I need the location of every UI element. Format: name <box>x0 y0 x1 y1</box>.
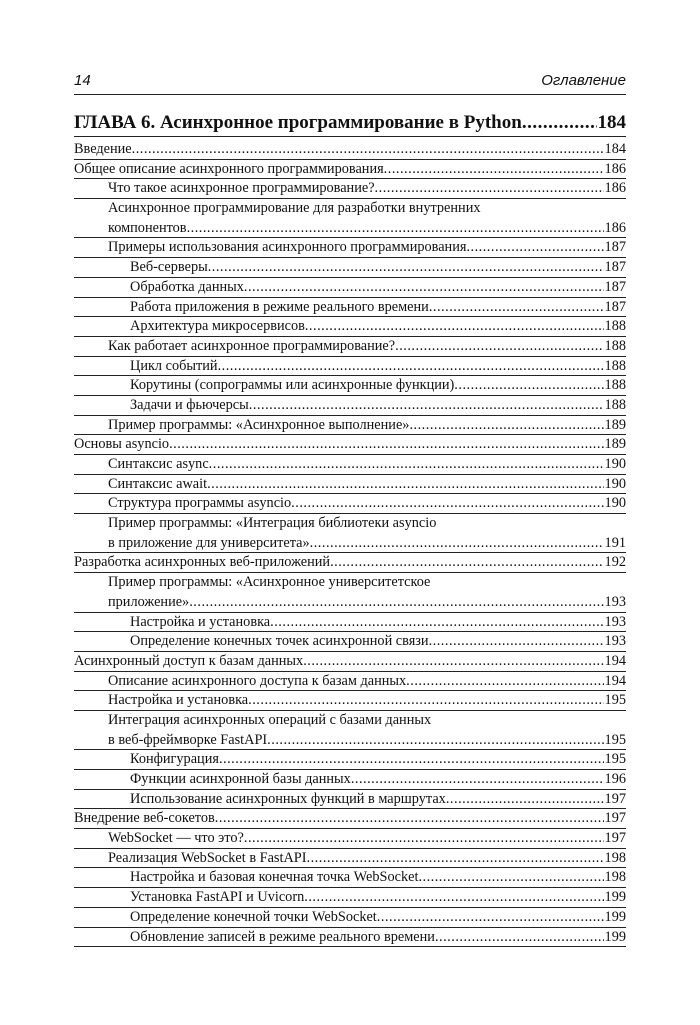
toc-entry-page: 199 <box>604 889 626 906</box>
leader-dots <box>435 928 604 948</box>
toc-entry-page: 193 <box>604 633 626 650</box>
toc-entry-title: Настройка и базовая конечная точка WebSocket <box>130 869 419 886</box>
toc-entry <box>74 475 626 495</box>
toc-entry-title: Разработка асинхронных веб-приложений <box>74 554 331 571</box>
toc-entry <box>74 160 626 180</box>
toc-entry-page: 193 <box>604 593 626 610</box>
toc-entry-page: 187 <box>604 239 626 256</box>
chapter-page: 184 <box>597 112 626 133</box>
leader-dots <box>304 888 603 908</box>
leader-dots <box>418 868 603 888</box>
toc-entry-title: Цикл событий <box>130 357 218 374</box>
toc-entry-title: Структура программы asyncio <box>108 495 292 512</box>
leader-dots <box>406 672 603 692</box>
toc-entry <box>74 770 626 790</box>
leader-dots <box>307 849 604 869</box>
running-header <box>74 70 626 95</box>
toc-entry-title: Настройка и установка <box>130 613 271 630</box>
leader-dots <box>351 770 604 790</box>
toc-entry <box>74 140 626 160</box>
toc-entry-title: Пример программы: «Асинхронное университетское <box>108 574 431 591</box>
toc-entry-page: 188 <box>604 396 626 413</box>
toc-entry-title: Установка FastAPI и Uvicorn <box>130 889 305 906</box>
toc-entry-page: 188 <box>604 337 626 354</box>
toc-entry <box>74 219 626 239</box>
leader-dots <box>249 396 604 416</box>
toc-entry <box>74 868 626 888</box>
toc-entry-title: Описание асинхронного доступа к базам данных <box>108 672 407 689</box>
toc-entry <box>74 494 626 514</box>
toc-entry <box>74 928 626 948</box>
toc-entry-title: Примеры использования асинхронного программирования <box>108 239 467 256</box>
toc-entry-title: Настройка и установка <box>108 692 249 709</box>
toc-entry-title: WebSocket — что это? <box>108 830 244 847</box>
leader-dots <box>454 376 603 396</box>
toc-entry-title: Синтаксис async <box>108 456 209 472</box>
toc-entry <box>74 711 626 731</box>
leader-dots <box>375 179 604 199</box>
leader-dots <box>132 140 604 160</box>
toc-entry <box>74 357 626 377</box>
toc-entry <box>74 809 626 829</box>
toc-entry <box>74 455 626 475</box>
toc-entry-page: 190 <box>604 456 626 472</box>
toc-entry-page: 188 <box>604 357 626 374</box>
toc-entry <box>74 790 626 810</box>
chapter-heading <box>74 112 626 137</box>
toc-entry-title: Основы asyncio <box>74 436 170 453</box>
leader-dots <box>244 278 604 298</box>
toc-entry-page: 194 <box>604 652 626 669</box>
toc-entry-title: Задачи и фьючерсы <box>130 396 249 413</box>
toc-entry <box>74 691 626 711</box>
page-number: 14 <box>74 72 91 89</box>
toc-entry-page: 186 <box>604 180 626 197</box>
toc-entry-page: 186 <box>604 219 626 236</box>
toc-entry-page: 194 <box>604 672 626 689</box>
toc-entry-page: 186 <box>604 160 626 177</box>
toc-entry <box>74 652 626 672</box>
toc-entry <box>74 888 626 908</box>
toc-entry-title: Введение <box>74 141 132 157</box>
toc-entry-page: 188 <box>604 318 626 335</box>
leader-dots <box>384 160 604 180</box>
toc-entry-page: 198 <box>604 849 626 866</box>
toc-entry <box>74 396 626 416</box>
toc-entry-page: 190 <box>604 495 626 512</box>
toc-entry-title: Пример программы: «Асинхронное выполнение» <box>108 416 410 433</box>
toc-entry-title: Общее описание асинхронного программирования <box>74 160 384 177</box>
toc-entry <box>74 278 626 298</box>
toc-entry-title: Веб-серверы <box>130 259 208 276</box>
toc-entry <box>74 376 626 396</box>
toc-entry <box>74 672 626 692</box>
toc-entry <box>74 573 626 593</box>
toc-entry-page: 195 <box>604 731 626 748</box>
toc-entry <box>74 908 626 928</box>
toc-entry <box>74 750 626 770</box>
toc-entry-title: Определение конечных точек асинхронной связи <box>130 633 429 650</box>
leader-dots <box>169 435 603 455</box>
leader-dots <box>310 534 604 554</box>
toc-entry-title: Пример программы: «Интеграция библиотеки asyncio <box>108 515 437 532</box>
leader-dots <box>377 908 604 928</box>
toc-entry-page: 199 <box>604 908 626 925</box>
toc-entry-page: 189 <box>604 436 626 453</box>
toc-entry-title: Определение конечной точки WebSocket <box>130 908 377 925</box>
leader-dots <box>409 416 603 436</box>
leader-dots <box>209 455 604 475</box>
toc-entry <box>74 514 626 534</box>
toc-entry-page: 197 <box>604 790 626 807</box>
toc-entry-title: Интеграция асинхронных операций с базами данных <box>108 711 432 728</box>
toc-entry-title: Асинхронное программирование для разработки внутренних <box>108 200 481 217</box>
toc-entry <box>74 258 626 278</box>
leader-dots <box>305 317 604 337</box>
toc-entry-title: Внедрение веб-сокетов <box>74 810 215 827</box>
chapter-title: ГЛАВА 6. Асинхронное программирование в Python <box>74 112 522 133</box>
leader-dots <box>207 475 603 495</box>
toc-entry-page: 188 <box>604 377 626 394</box>
leader-dots <box>270 613 603 633</box>
toc-entry-page: 199 <box>604 928 626 945</box>
toc-entry-page: 196 <box>604 771 626 787</box>
leader-dots <box>208 258 604 278</box>
section-title: Оглавление <box>541 72 626 89</box>
toc-entry <box>74 829 626 849</box>
toc-entry-title: Синтаксис await <box>108 475 208 492</box>
leader-dots <box>330 553 603 573</box>
leader-dots <box>267 731 603 751</box>
leader-dots <box>219 750 604 770</box>
leader-dots <box>189 593 603 613</box>
toc-entry-page: 184 <box>604 141 626 157</box>
leader-dots <box>466 238 603 258</box>
toc-entry-page: 192 <box>604 554 626 571</box>
toc-entry-page: 187 <box>604 259 626 276</box>
toc-entry <box>74 731 626 751</box>
toc-entry-title: Обновление записей в режиме реального времени <box>130 928 435 945</box>
toc-entry-title: Конфигурация <box>130 751 219 768</box>
leader-dots <box>395 337 603 357</box>
toc-entry-page: 191 <box>604 534 626 551</box>
toc-entry <box>74 238 626 258</box>
toc-entry-title: Обработка данных <box>130 278 244 295</box>
leader-dots <box>446 790 604 810</box>
toc-entry-title: Реализация WebSocket в FastAPI <box>108 849 307 866</box>
leader-dots <box>218 357 604 377</box>
toc-entry-page: 197 <box>604 810 626 827</box>
toc-entry-title: Работа приложения в режиме реального времени <box>130 298 429 315</box>
toc-entry <box>74 298 626 318</box>
toc-entry-title: Как работает асинхронное программирование? <box>108 337 396 354</box>
toc-entry-title: в веб-фреймворке FastAPI <box>108 731 268 748</box>
toc-entry-title: Асинхронный доступ к базам данных <box>74 652 304 669</box>
leader-dots <box>429 632 604 652</box>
toc-entry <box>74 632 626 652</box>
toc-entry <box>74 553 626 573</box>
toc-entry-title: Архитектура микросервисов <box>130 318 305 335</box>
toc-entry-page: 187 <box>604 298 626 315</box>
toc-entry <box>74 613 626 633</box>
toc-entry <box>74 849 626 869</box>
toc-entry <box>74 317 626 337</box>
toc-entry-title: Корутины (сопрограммы или асинхронные функции) <box>130 377 455 394</box>
toc-entry-title: Функции асинхронной базы данных <box>130 771 351 787</box>
toc-entry <box>74 199 626 219</box>
toc-entry <box>74 435 626 455</box>
toc-entry-page: 193 <box>604 613 626 630</box>
leader-dots <box>215 809 604 829</box>
toc-entry-title: в приложение для университета» <box>108 534 310 551</box>
toc-entry <box>74 534 626 554</box>
toc-entry <box>74 416 626 436</box>
toc-entry <box>74 337 626 357</box>
leader-dots <box>522 112 597 134</box>
leader-dots <box>248 691 603 711</box>
toc-entry-page: 197 <box>604 830 626 847</box>
toc-entry <box>74 593 626 613</box>
toc-entry-page: 187 <box>604 278 626 295</box>
toc-entry <box>74 179 626 199</box>
toc-entry-title: приложение» <box>108 593 190 610</box>
toc-entry-page: 195 <box>604 692 626 709</box>
toc-entry-page: 190 <box>604 475 626 492</box>
leader-dots <box>303 652 603 672</box>
toc-entry-title: Использование асинхронных функций в маршрутах <box>130 790 446 807</box>
toc-entry-page: 198 <box>604 869 626 886</box>
toc-entry-title: Что такое асинхронное программирование? <box>108 180 375 197</box>
toc-entry-page: 195 <box>604 751 626 768</box>
leader-dots <box>291 494 603 514</box>
toc-entry-title: компонентов <box>108 219 187 236</box>
leader-dots <box>187 219 604 239</box>
leader-dots <box>244 829 604 849</box>
toc-entry-page: 189 <box>604 416 626 433</box>
table-of-contents <box>74 140 626 947</box>
leader-dots <box>429 298 604 318</box>
